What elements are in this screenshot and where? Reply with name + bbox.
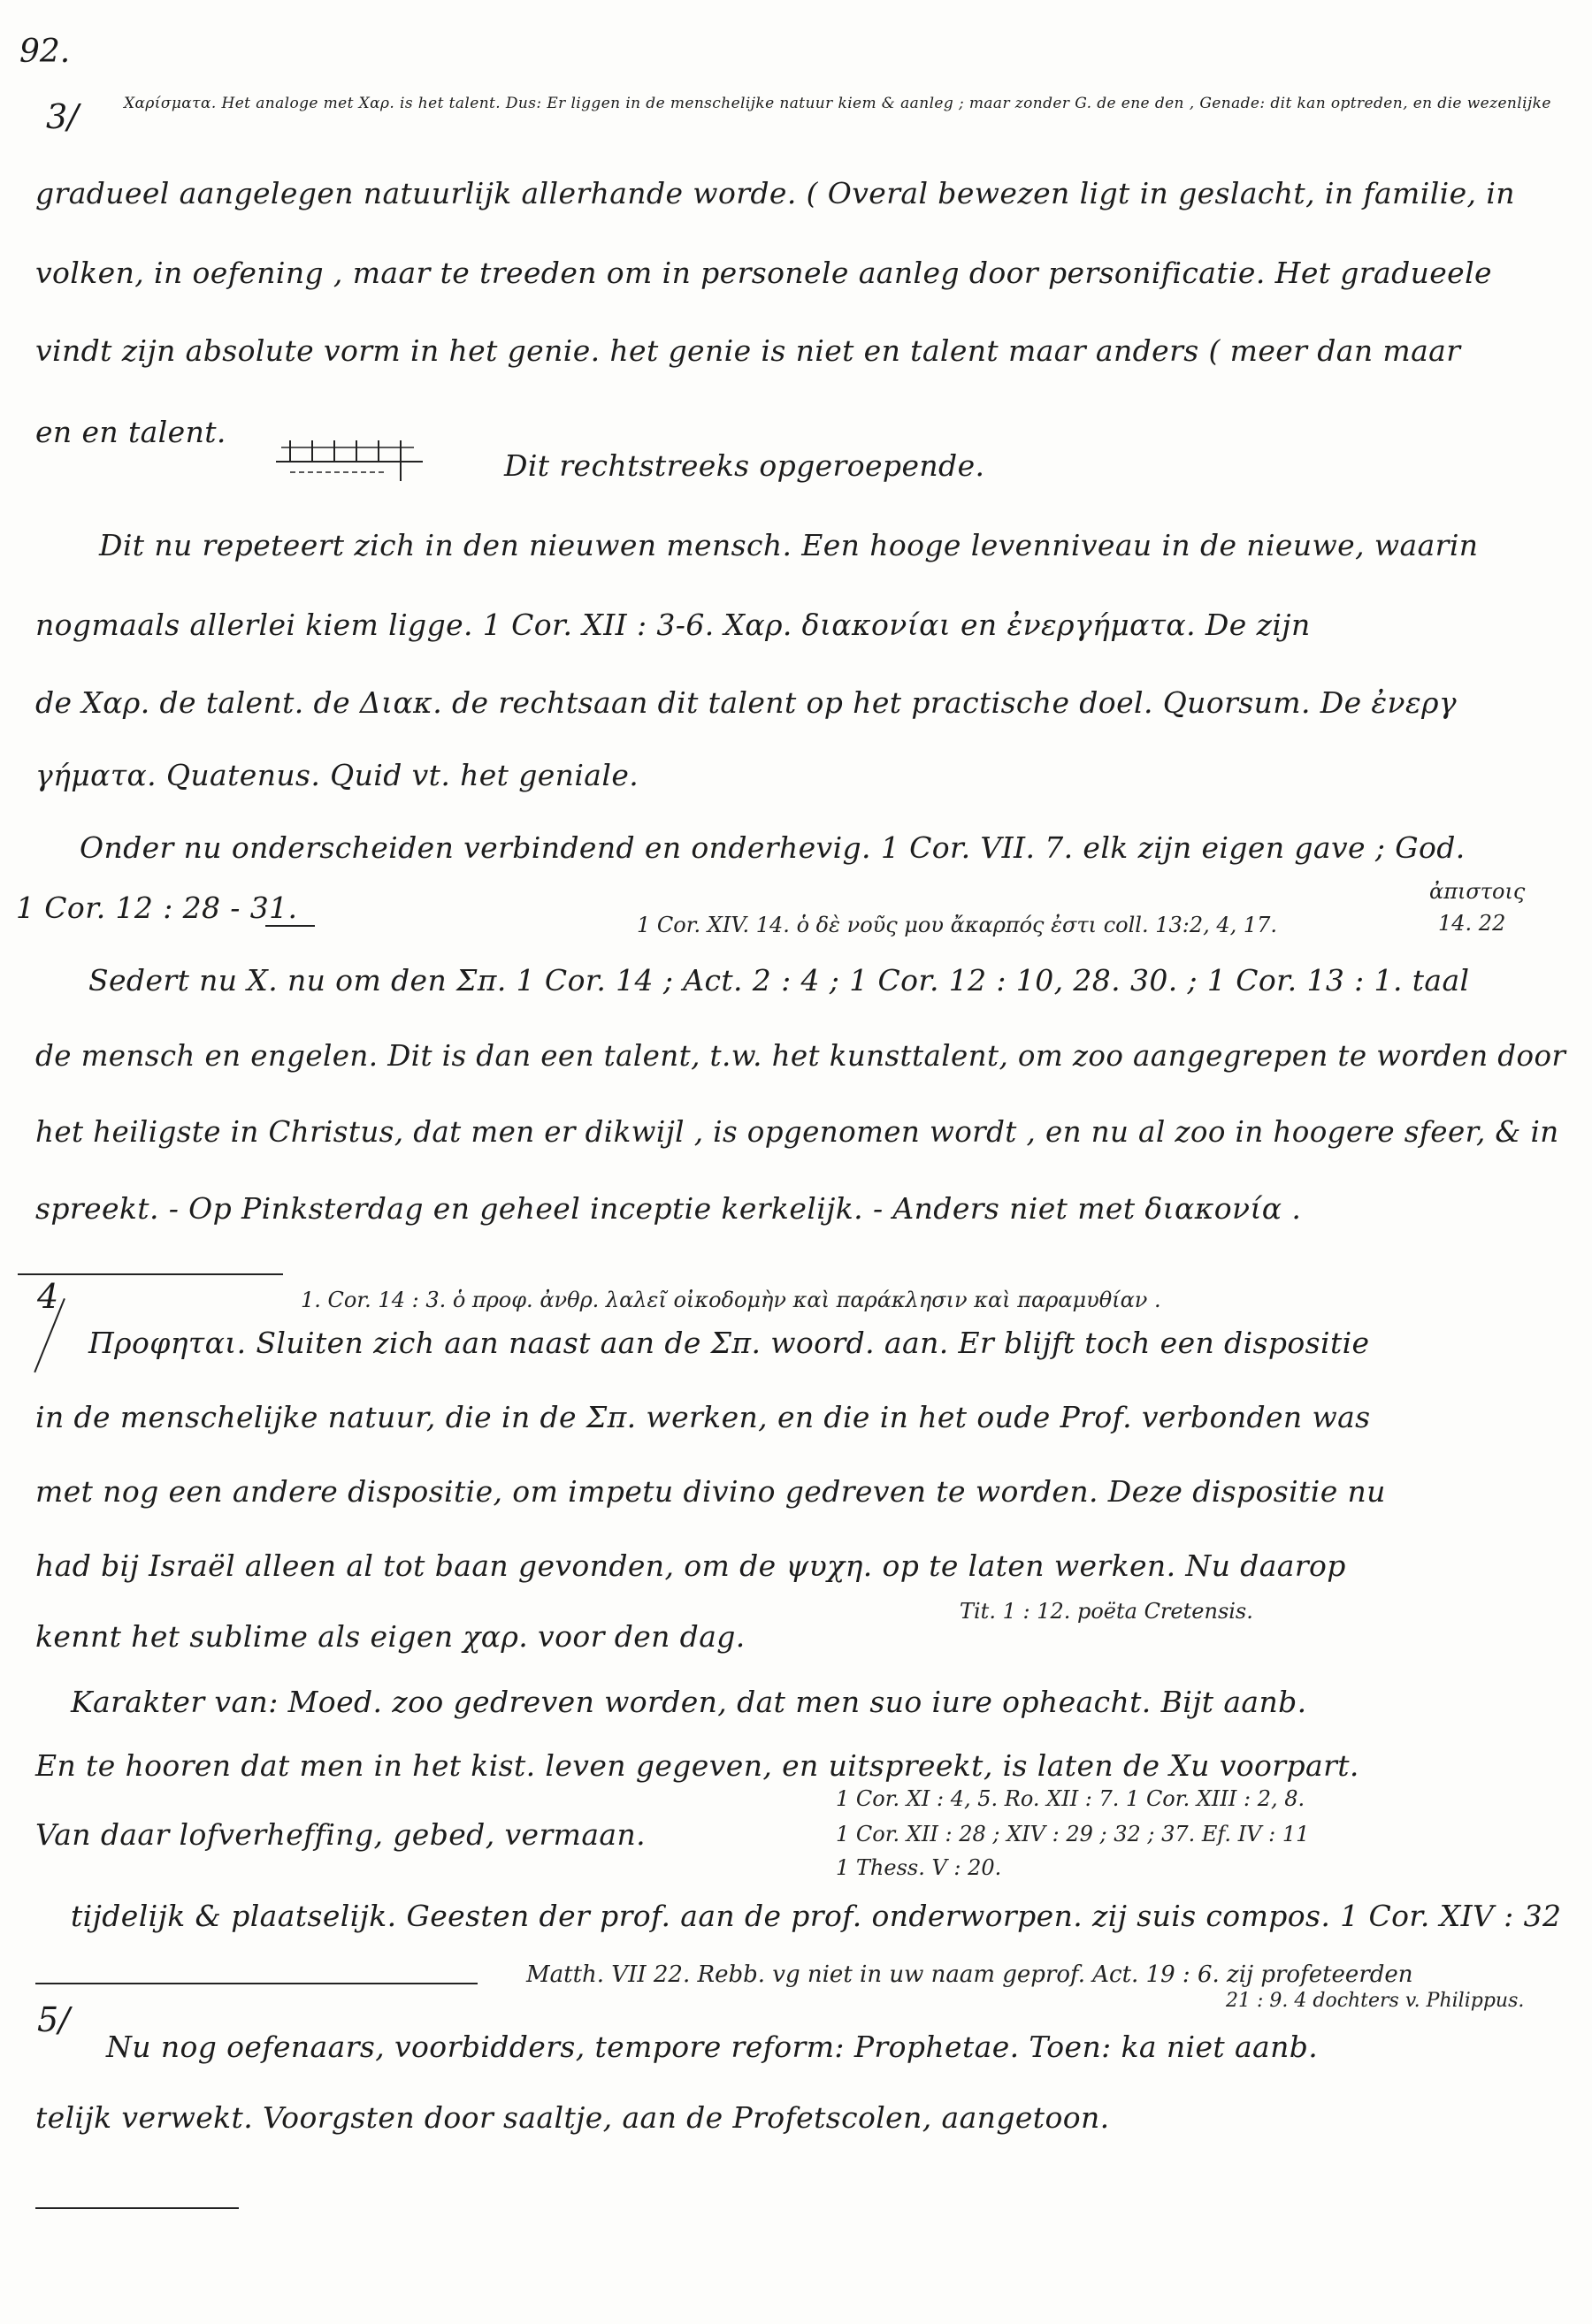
text-line-18: met nog een andere dispositie, om impetu divino gedreven te worden. Deze dispositie nu [35,1474,1386,1509]
text-line-15: spreekt. - Op Pinksterdag en geheel inceptie kerkelijk. - Anders niet met διακονία . [35,1191,1302,1226]
note-line-16: 1. Cor. 14 : 3. ὁ προφ. ἀνθρ. λαλεῖ οἰκοδομὴν καὶ παράκλησιν καὶ παραμυθίαν . [301,1288,1161,1312]
text-line-26: Nu nog oefenaars, voorbidders, tempore reform: Prophetae. Toen: ka niet aanb. [106,2030,1319,2064]
note-line-22: 1 Cor. XI : 4, 5. Ro. XII : 7. 1 Cor. XIII : 2, 8. [836,1786,1305,1811]
section-number-4: 4 [37,1277,59,1316]
text-line-13: de mensch en engelen. Dit is dan een talent, t.w. het kunsttalent, om zoo aangegrepen te worden door [35,1039,1566,1073]
note-line-11c: 14. 22 [1438,911,1506,936]
note-line-23: 1 Cor. XII : 28 ; XIV : 29 ; 32 ; 37. Ef. IV : 11 [836,1822,1310,1846]
text-line-22: En te hooren dat men in het kist. leven gegeven, en uitspreekt, is laten de Xu voorpart. [35,1748,1359,1783]
text-line-20: kennt het sublime als eigen χαρ. voor den dag. [35,1619,746,1654]
end-rule [35,2207,239,2209]
section-number-5: 5/ [37,2000,70,2039]
text-line-5: en en talent. [35,415,226,449]
text-line-8: de Χαρ. de talent. de Διακ. de rechtsaan dit talent op het practische doel. Quorsum. De ἐνεργ [35,685,1458,720]
text-line-10: Onder nu onderscheiden verbindend en onderhevig. 1 Cor. VII. 7. elk zijn eigen gave ; God. [80,830,1466,865]
text-line-23: Van daar lofverheffing, gebed, vermaan. [35,1817,647,1852]
text-line-9: γήματα. Quatenus. Quid vt. het geniale. [35,758,639,792]
text-line-1: Χαρίσματα. Het analoge met Χαρ. is het talent. Dus: Er liggen in de menschelijke natuur kiem & aanleg ; maar zonder G. de ene den , Genade: dit kan optreden, en die wezenlijke [124,95,1551,112]
text-line-24: tijdelijk & plaatselijk. Geesten der prof. aan de prof. onderworpen. zij suis compos. 1 Cor. XIV : 32 [71,1899,1562,1933]
text-line-6: Dit nu repeteert zich in den nieuwen mensch. Een hooge levenniveau in de nieuwe, waarin [99,528,1479,562]
underline-31 [265,925,315,927]
text-line-14: het heiligste in Christus, dat men er dikwijl , is opgenomen wordt , en nu al zoo in hoogere sfeer, & in [35,1115,1559,1149]
note-line-25: Matth. VII 22. Rebb. vg niet in uw naam geprof. Act. 19 : 6. zij profeteerden [526,1961,1413,1988]
section-rule-5 [35,1983,478,1984]
text-line-5b: Dit rechtstreeks opgeroepende. [504,448,985,483]
note-line-11b: ἀπιστοις [1429,879,1526,904]
text-line-11: 1 Cor. 12 : 28 - 31. [16,891,298,925]
section-rule-4 [18,1273,283,1275]
text-line-12: Sedert nu X. nu om den Σπ. 1 Cor. 14 ; Act. 2 : 4 ; 1 Cor. 12 : 10, 28. 30. ; 1 Cor. 13 : 1. taal [88,963,1470,998]
section-number-3: 3/ [46,97,79,136]
tally-sketch-icon [272,426,432,488]
text-line-16: Προφηται. Sluiten zich aan naast aan de Σπ. woord. aan. Er blijft toch een dispositie [88,1326,1370,1360]
note-line-25b: 21 : 9. 4 dochters v. Philippus. [1226,1990,1525,2012]
note-line-23b: 1 Thess. V : 20. [836,1855,1002,1880]
text-line-21: Karakter van: Moed. zoo gedreven worden, dat men suo iure opheacht. Bijt aanb. [71,1685,1307,1719]
text-line-19: had bij Israël alleen al tot baan gevonden, om de ψυχη. op te laten werken. Nu daarop [35,1548,1346,1583]
note-line-11: 1 Cor. XIV. 14. ὁ δὲ νοῦς μου ἄκαρπός ἐστι coll. 13:2, 4, 17. [637,913,1278,937]
text-line-27: telijk verwekt. Voorgsten door saaltje, aan de Profetscolen, aangetoon. [35,2100,1110,2135]
page-number: 92. [19,34,71,70]
note-line-20: Tit. 1 : 12. poëta Cretensis. [960,1599,1253,1624]
text-line-4: vindt zijn absolute vorm in het genie. het genie is niet en talent maar anders ( meer dan maar [35,333,1461,368]
text-line-2: gradueel aangelegen natuurlijk allerhande worde. ( Overal bewezen ligt in geslacht, in familie, in [35,176,1515,210]
text-line-7: nogmaals allerlei kiem ligge. 1 Cor. XII : 3-6. Χαρ. διακονίαι en ἐνεργήματα. De zijn [35,608,1311,642]
text-line-3: volken, in oefening , maar te treeden om in personele aanleg door personificatie. Het gradueele [35,256,1492,290]
text-line-17: in de menschelijke natuur, die in de Σπ. werken, en die in het oude Prof. verbonden was [35,1400,1371,1434]
